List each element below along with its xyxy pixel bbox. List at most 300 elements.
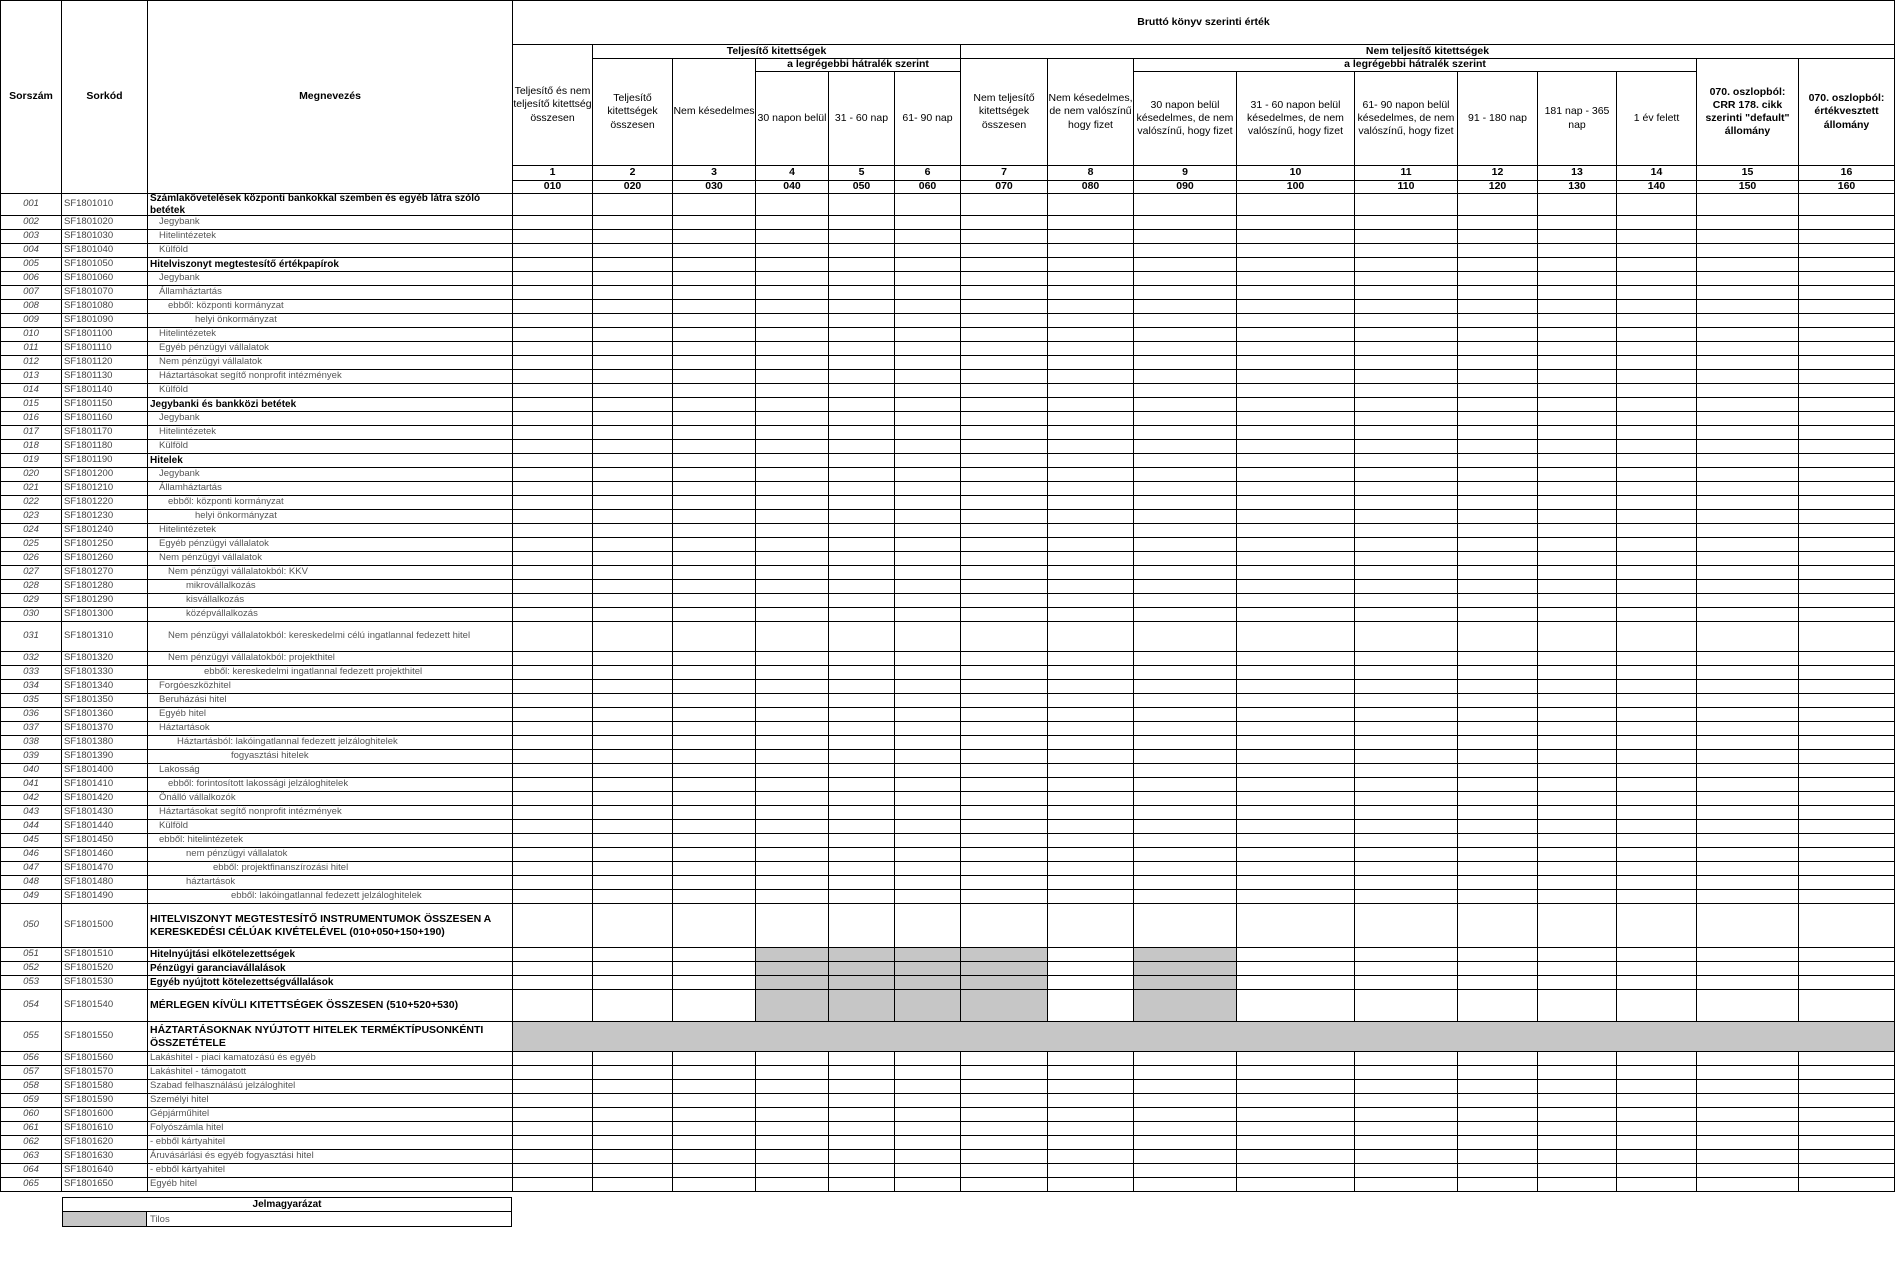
row-040-col-160[interactable] xyxy=(1798,763,1895,778)
row-043-col-070[interactable] xyxy=(960,805,1048,820)
row-060-col-020[interactable] xyxy=(592,1107,673,1122)
row-058-col-140[interactable] xyxy=(1616,1079,1697,1094)
row-034-col-110[interactable] xyxy=(1354,679,1458,694)
row-003-col-080[interactable] xyxy=(1047,229,1134,244)
row-028-col-040[interactable] xyxy=(755,579,829,594)
row-010-col-030[interactable] xyxy=(672,327,756,342)
row-008-col-120[interactable] xyxy=(1457,299,1538,314)
row-006-col-030[interactable] xyxy=(672,271,756,286)
row-041-col-110[interactable] xyxy=(1354,777,1458,792)
row-046-col-040[interactable] xyxy=(755,847,829,862)
row-019-col-080[interactable] xyxy=(1047,453,1134,468)
row-061-col-140[interactable] xyxy=(1616,1121,1697,1136)
row-020-col-150[interactable] xyxy=(1696,467,1799,482)
row-046-col-120[interactable] xyxy=(1457,847,1538,862)
row-038-col-090[interactable] xyxy=(1133,735,1237,750)
row-040-col-140[interactable] xyxy=(1616,763,1697,778)
row-006-col-070[interactable] xyxy=(960,271,1048,286)
row-065-col-160[interactable] xyxy=(1798,1177,1895,1192)
row-027-col-100[interactable] xyxy=(1236,565,1355,580)
row-035-col-020[interactable] xyxy=(592,693,673,708)
row-013-col-050[interactable] xyxy=(828,369,895,384)
row-011-col-070[interactable] xyxy=(960,341,1048,356)
row-012-col-150[interactable] xyxy=(1696,355,1799,370)
row-025-col-030[interactable] xyxy=(672,537,756,552)
row-018-col-030[interactable] xyxy=(672,439,756,454)
row-006-col-140[interactable] xyxy=(1616,271,1697,286)
row-035-col-090[interactable] xyxy=(1133,693,1237,708)
row-026-col-160[interactable] xyxy=(1798,551,1895,566)
row-065-col-030[interactable] xyxy=(672,1177,756,1192)
row-038-col-010[interactable] xyxy=(512,735,593,750)
row-051-col-100[interactable] xyxy=(1236,947,1355,962)
row-021-col-010[interactable] xyxy=(512,481,593,496)
row-015-col-160[interactable] xyxy=(1798,397,1895,412)
row-038-col-100[interactable] xyxy=(1236,735,1355,750)
row-030-col-060[interactable] xyxy=(894,607,961,622)
row-052-col-140[interactable] xyxy=(1616,961,1697,976)
row-047-col-030[interactable] xyxy=(672,861,756,876)
row-033-col-150[interactable] xyxy=(1696,665,1799,680)
row-014-col-130[interactable] xyxy=(1537,383,1617,398)
row-064-col-150[interactable] xyxy=(1696,1163,1799,1178)
row-036-col-060[interactable] xyxy=(894,707,961,722)
row-001-col-050[interactable] xyxy=(828,193,895,216)
row-026-col-090[interactable] xyxy=(1133,551,1237,566)
row-017-col-150[interactable] xyxy=(1696,425,1799,440)
row-022-col-080[interactable] xyxy=(1047,495,1134,510)
row-048-col-080[interactable] xyxy=(1047,875,1134,890)
row-028-col-030[interactable] xyxy=(672,579,756,594)
row-044-col-100[interactable] xyxy=(1236,819,1355,834)
row-010-col-080[interactable] xyxy=(1047,327,1134,342)
row-010-col-060[interactable] xyxy=(894,327,961,342)
row-039-col-110[interactable] xyxy=(1354,749,1458,764)
row-003-col-090[interactable] xyxy=(1133,229,1237,244)
row-005-col-140[interactable] xyxy=(1616,257,1697,272)
row-053-col-010[interactable] xyxy=(512,975,593,990)
row-045-col-010[interactable] xyxy=(512,833,593,848)
row-030-col-120[interactable] xyxy=(1457,607,1538,622)
row-006-col-110[interactable] xyxy=(1354,271,1458,286)
row-022-col-160[interactable] xyxy=(1798,495,1895,510)
row-033-col-120[interactable] xyxy=(1457,665,1538,680)
row-007-col-150[interactable] xyxy=(1696,285,1799,300)
row-041-col-160[interactable] xyxy=(1798,777,1895,792)
row-015-col-130[interactable] xyxy=(1537,397,1617,412)
row-050-col-040[interactable] xyxy=(755,903,829,948)
row-036-col-010[interactable] xyxy=(512,707,593,722)
row-030-col-010[interactable] xyxy=(512,607,593,622)
row-005-col-130[interactable] xyxy=(1537,257,1617,272)
row-059-col-160[interactable] xyxy=(1798,1093,1895,1108)
row-027-col-040[interactable] xyxy=(755,565,829,580)
row-033-col-140[interactable] xyxy=(1616,665,1697,680)
row-056-col-050[interactable] xyxy=(828,1051,895,1066)
row-061-col-050[interactable] xyxy=(828,1121,895,1136)
row-038-col-140[interactable] xyxy=(1616,735,1697,750)
row-017-col-020[interactable] xyxy=(592,425,673,440)
row-030-col-150[interactable] xyxy=(1696,607,1799,622)
row-021-col-050[interactable] xyxy=(828,481,895,496)
row-023-col-150[interactable] xyxy=(1696,509,1799,524)
row-026-col-130[interactable] xyxy=(1537,551,1617,566)
row-022-col-100[interactable] xyxy=(1236,495,1355,510)
row-065-col-090[interactable] xyxy=(1133,1177,1237,1192)
row-016-col-130[interactable] xyxy=(1537,411,1617,426)
row-045-col-030[interactable] xyxy=(672,833,756,848)
row-030-col-160[interactable] xyxy=(1798,607,1895,622)
row-058-col-080[interactable] xyxy=(1047,1079,1134,1094)
row-059-col-040[interactable] xyxy=(755,1093,829,1108)
row-034-col-070[interactable] xyxy=(960,679,1048,694)
row-043-col-010[interactable] xyxy=(512,805,593,820)
row-065-col-070[interactable] xyxy=(960,1177,1048,1192)
row-046-col-150[interactable] xyxy=(1696,847,1799,862)
row-063-col-120[interactable] xyxy=(1457,1149,1538,1164)
row-036-col-020[interactable] xyxy=(592,707,673,722)
row-008-col-080[interactable] xyxy=(1047,299,1134,314)
row-018-col-140[interactable] xyxy=(1616,439,1697,454)
row-056-col-010[interactable] xyxy=(512,1051,593,1066)
row-042-col-100[interactable] xyxy=(1236,791,1355,806)
row-056-col-030[interactable] xyxy=(672,1051,756,1066)
row-047-col-140[interactable] xyxy=(1616,861,1697,876)
row-016-col-090[interactable] xyxy=(1133,411,1237,426)
row-016-col-030[interactable] xyxy=(672,411,756,426)
row-032-col-100[interactable] xyxy=(1236,651,1355,666)
row-049-col-110[interactable] xyxy=(1354,889,1458,904)
row-022-col-010[interactable] xyxy=(512,495,593,510)
row-033-col-130[interactable] xyxy=(1537,665,1617,680)
row-004-col-130[interactable] xyxy=(1537,243,1617,258)
row-024-col-110[interactable] xyxy=(1354,523,1458,538)
row-022-col-070[interactable] xyxy=(960,495,1048,510)
row-042-col-150[interactable] xyxy=(1696,791,1799,806)
row-001-col-040[interactable] xyxy=(755,193,829,216)
row-037-col-150[interactable] xyxy=(1696,721,1799,736)
row-024-col-140[interactable] xyxy=(1616,523,1697,538)
row-003-col-100[interactable] xyxy=(1236,229,1355,244)
row-022-col-020[interactable] xyxy=(592,495,673,510)
row-003-col-050[interactable] xyxy=(828,229,895,244)
row-035-col-070[interactable] xyxy=(960,693,1048,708)
row-043-col-150[interactable] xyxy=(1696,805,1799,820)
row-018-col-110[interactable] xyxy=(1354,439,1458,454)
row-029-col-030[interactable] xyxy=(672,593,756,608)
row-049-col-090[interactable] xyxy=(1133,889,1237,904)
row-050-col-030[interactable] xyxy=(672,903,756,948)
row-063-col-150[interactable] xyxy=(1696,1149,1799,1164)
row-029-col-090[interactable] xyxy=(1133,593,1237,608)
row-005-col-010[interactable] xyxy=(512,257,593,272)
row-035-col-030[interactable] xyxy=(672,693,756,708)
row-008-col-100[interactable] xyxy=(1236,299,1355,314)
row-035-col-150[interactable] xyxy=(1696,693,1799,708)
row-058-col-110[interactable] xyxy=(1354,1079,1458,1094)
row-002-col-160[interactable] xyxy=(1798,215,1895,230)
row-025-col-010[interactable] xyxy=(512,537,593,552)
row-024-col-080[interactable] xyxy=(1047,523,1134,538)
row-060-col-140[interactable] xyxy=(1616,1107,1697,1122)
row-024-col-100[interactable] xyxy=(1236,523,1355,538)
row-024-col-090[interactable] xyxy=(1133,523,1237,538)
row-030-col-080[interactable] xyxy=(1047,607,1134,622)
row-026-col-070[interactable] xyxy=(960,551,1048,566)
row-013-col-020[interactable] xyxy=(592,369,673,384)
row-006-col-120[interactable] xyxy=(1457,271,1538,286)
row-062-col-070[interactable] xyxy=(960,1135,1048,1150)
row-007-col-160[interactable] xyxy=(1798,285,1895,300)
row-021-col-090[interactable] xyxy=(1133,481,1237,496)
row-018-col-010[interactable] xyxy=(512,439,593,454)
row-038-col-050[interactable] xyxy=(828,735,895,750)
row-042-col-130[interactable] xyxy=(1537,791,1617,806)
row-061-col-040[interactable] xyxy=(755,1121,829,1136)
row-041-col-020[interactable] xyxy=(592,777,673,792)
row-053-col-080[interactable] xyxy=(1047,975,1134,990)
row-053-col-020[interactable] xyxy=(592,975,673,990)
row-036-col-140[interactable] xyxy=(1616,707,1697,722)
row-021-col-160[interactable] xyxy=(1798,481,1895,496)
row-044-col-020[interactable] xyxy=(592,819,673,834)
row-040-col-060[interactable] xyxy=(894,763,961,778)
row-056-col-150[interactable] xyxy=(1696,1051,1799,1066)
row-033-col-020[interactable] xyxy=(592,665,673,680)
row-025-col-080[interactable] xyxy=(1047,537,1134,552)
row-044-col-080[interactable] xyxy=(1047,819,1134,834)
row-020-col-050[interactable] xyxy=(828,467,895,482)
row-051-col-130[interactable] xyxy=(1537,947,1617,962)
row-025-col-100[interactable] xyxy=(1236,537,1355,552)
row-062-col-150[interactable] xyxy=(1696,1135,1799,1150)
row-026-col-050[interactable] xyxy=(828,551,895,566)
row-036-col-040[interactable] xyxy=(755,707,829,722)
row-007-col-050[interactable] xyxy=(828,285,895,300)
row-041-col-070[interactable] xyxy=(960,777,1048,792)
row-012-col-020[interactable] xyxy=(592,355,673,370)
row-022-col-140[interactable] xyxy=(1616,495,1697,510)
row-043-col-080[interactable] xyxy=(1047,805,1134,820)
row-031-col-070[interactable] xyxy=(960,621,1048,652)
row-056-col-160[interactable] xyxy=(1798,1051,1895,1066)
row-026-col-080[interactable] xyxy=(1047,551,1134,566)
row-023-col-160[interactable] xyxy=(1798,509,1895,524)
row-050-col-140[interactable] xyxy=(1616,903,1697,948)
row-009-col-020[interactable] xyxy=(592,313,673,328)
row-048-col-060[interactable] xyxy=(894,875,961,890)
row-065-col-150[interactable] xyxy=(1696,1177,1799,1192)
row-018-col-090[interactable] xyxy=(1133,439,1237,454)
row-002-col-110[interactable] xyxy=(1354,215,1458,230)
row-024-col-130[interactable] xyxy=(1537,523,1617,538)
row-006-col-150[interactable] xyxy=(1696,271,1799,286)
row-004-col-100[interactable] xyxy=(1236,243,1355,258)
row-043-col-040[interactable] xyxy=(755,805,829,820)
row-062-col-160[interactable] xyxy=(1798,1135,1895,1150)
row-029-col-120[interactable] xyxy=(1457,593,1538,608)
row-029-col-060[interactable] xyxy=(894,593,961,608)
row-021-col-120[interactable] xyxy=(1457,481,1538,496)
row-023-col-040[interactable] xyxy=(755,509,829,524)
row-044-col-040[interactable] xyxy=(755,819,829,834)
row-016-col-050[interactable] xyxy=(828,411,895,426)
row-042-col-080[interactable] xyxy=(1047,791,1134,806)
row-061-col-150[interactable] xyxy=(1696,1121,1799,1136)
row-058-col-120[interactable] xyxy=(1457,1079,1538,1094)
row-018-col-070[interactable] xyxy=(960,439,1048,454)
row-009-col-090[interactable] xyxy=(1133,313,1237,328)
row-018-col-120[interactable] xyxy=(1457,439,1538,454)
row-017-col-080[interactable] xyxy=(1047,425,1134,440)
row-027-col-120[interactable] xyxy=(1457,565,1538,580)
row-042-col-160[interactable] xyxy=(1798,791,1895,806)
row-035-col-040[interactable] xyxy=(755,693,829,708)
row-031-col-080[interactable] xyxy=(1047,621,1134,652)
row-008-col-010[interactable] xyxy=(512,299,593,314)
row-042-col-010[interactable] xyxy=(512,791,593,806)
row-029-col-080[interactable] xyxy=(1047,593,1134,608)
row-017-col-050[interactable] xyxy=(828,425,895,440)
row-040-col-040[interactable] xyxy=(755,763,829,778)
row-035-col-010[interactable] xyxy=(512,693,593,708)
row-016-col-120[interactable] xyxy=(1457,411,1538,426)
row-034-col-050[interactable] xyxy=(828,679,895,694)
row-040-col-100[interactable] xyxy=(1236,763,1355,778)
row-057-col-110[interactable] xyxy=(1354,1065,1458,1080)
row-028-col-150[interactable] xyxy=(1696,579,1799,594)
row-027-col-110[interactable] xyxy=(1354,565,1458,580)
row-052-col-100[interactable] xyxy=(1236,961,1355,976)
row-038-col-080[interactable] xyxy=(1047,735,1134,750)
row-057-col-060[interactable] xyxy=(894,1065,961,1080)
row-039-col-120[interactable] xyxy=(1457,749,1538,764)
row-005-col-090[interactable] xyxy=(1133,257,1237,272)
row-059-col-060[interactable] xyxy=(894,1093,961,1108)
row-064-col-020[interactable] xyxy=(592,1163,673,1178)
row-018-col-130[interactable] xyxy=(1537,439,1617,454)
row-025-col-090[interactable] xyxy=(1133,537,1237,552)
row-052-col-130[interactable] xyxy=(1537,961,1617,976)
row-043-col-120[interactable] xyxy=(1457,805,1538,820)
row-006-col-050[interactable] xyxy=(828,271,895,286)
row-011-col-060[interactable] xyxy=(894,341,961,356)
row-041-col-030[interactable] xyxy=(672,777,756,792)
row-010-col-150[interactable] xyxy=(1696,327,1799,342)
row-032-col-060[interactable] xyxy=(894,651,961,666)
row-047-col-120[interactable] xyxy=(1457,861,1538,876)
row-065-col-050[interactable] xyxy=(828,1177,895,1192)
row-033-col-090[interactable] xyxy=(1133,665,1237,680)
row-061-col-110[interactable] xyxy=(1354,1121,1458,1136)
row-061-col-080[interactable] xyxy=(1047,1121,1134,1136)
row-050-col-050[interactable] xyxy=(828,903,895,948)
row-005-col-020[interactable] xyxy=(592,257,673,272)
row-044-col-140[interactable] xyxy=(1616,819,1697,834)
row-006-col-020[interactable] xyxy=(592,271,673,286)
row-064-col-120[interactable] xyxy=(1457,1163,1538,1178)
row-020-col-160[interactable] xyxy=(1798,467,1895,482)
row-008-col-030[interactable] xyxy=(672,299,756,314)
row-004-col-060[interactable] xyxy=(894,243,961,258)
row-027-col-060[interactable] xyxy=(894,565,961,580)
row-009-col-110[interactable] xyxy=(1354,313,1458,328)
row-048-col-130[interactable] xyxy=(1537,875,1617,890)
row-050-col-020[interactable] xyxy=(592,903,673,948)
row-025-col-150[interactable] xyxy=(1696,537,1799,552)
row-042-col-040[interactable] xyxy=(755,791,829,806)
row-062-col-050[interactable] xyxy=(828,1135,895,1150)
row-008-col-150[interactable] xyxy=(1696,299,1799,314)
row-042-col-110[interactable] xyxy=(1354,791,1458,806)
row-049-col-030[interactable] xyxy=(672,889,756,904)
row-031-col-010[interactable] xyxy=(512,621,593,652)
row-052-col-150[interactable] xyxy=(1696,961,1799,976)
row-001-col-130[interactable] xyxy=(1537,193,1617,216)
row-023-col-100[interactable] xyxy=(1236,509,1355,524)
row-037-col-130[interactable] xyxy=(1537,721,1617,736)
row-017-col-070[interactable] xyxy=(960,425,1048,440)
row-065-col-110[interactable] xyxy=(1354,1177,1458,1192)
row-018-col-160[interactable] xyxy=(1798,439,1895,454)
row-012-col-060[interactable] xyxy=(894,355,961,370)
row-024-col-030[interactable] xyxy=(672,523,756,538)
row-064-col-160[interactable] xyxy=(1798,1163,1895,1178)
row-053-col-150[interactable] xyxy=(1696,975,1799,990)
row-010-col-040[interactable] xyxy=(755,327,829,342)
row-027-col-010[interactable] xyxy=(512,565,593,580)
row-042-col-020[interactable] xyxy=(592,791,673,806)
row-012-col-140[interactable] xyxy=(1616,355,1697,370)
row-034-col-090[interactable] xyxy=(1133,679,1237,694)
row-034-col-030[interactable] xyxy=(672,679,756,694)
row-022-col-050[interactable] xyxy=(828,495,895,510)
row-064-col-100[interactable] xyxy=(1236,1163,1355,1178)
row-011-col-010[interactable] xyxy=(512,341,593,356)
row-042-col-070[interactable] xyxy=(960,791,1048,806)
row-015-col-080[interactable] xyxy=(1047,397,1134,412)
row-032-col-020[interactable] xyxy=(592,651,673,666)
row-007-col-080[interactable] xyxy=(1047,285,1134,300)
row-059-col-080[interactable] xyxy=(1047,1093,1134,1108)
row-009-col-070[interactable] xyxy=(960,313,1048,328)
row-051-col-030[interactable] xyxy=(672,947,756,962)
row-057-col-130[interactable] xyxy=(1537,1065,1617,1080)
row-031-col-060[interactable] xyxy=(894,621,961,652)
row-026-col-010[interactable] xyxy=(512,551,593,566)
row-009-col-100[interactable] xyxy=(1236,313,1355,328)
row-003-col-070[interactable] xyxy=(960,229,1048,244)
row-065-col-010[interactable] xyxy=(512,1177,593,1192)
row-003-col-110[interactable] xyxy=(1354,229,1458,244)
row-049-col-040[interactable] xyxy=(755,889,829,904)
row-016-col-070[interactable] xyxy=(960,411,1048,426)
row-047-col-020[interactable] xyxy=(592,861,673,876)
row-032-col-110[interactable] xyxy=(1354,651,1458,666)
row-058-col-150[interactable] xyxy=(1696,1079,1799,1094)
row-030-col-050[interactable] xyxy=(828,607,895,622)
row-033-col-040[interactable] xyxy=(755,665,829,680)
row-033-col-070[interactable] xyxy=(960,665,1048,680)
row-061-col-010[interactable] xyxy=(512,1121,593,1136)
row-009-col-060[interactable] xyxy=(894,313,961,328)
row-063-col-070[interactable] xyxy=(960,1149,1048,1164)
row-004-col-010[interactable] xyxy=(512,243,593,258)
row-044-col-030[interactable] xyxy=(672,819,756,834)
row-037-col-100[interactable] xyxy=(1236,721,1355,736)
row-025-col-130[interactable] xyxy=(1537,537,1617,552)
row-041-col-090[interactable] xyxy=(1133,777,1237,792)
